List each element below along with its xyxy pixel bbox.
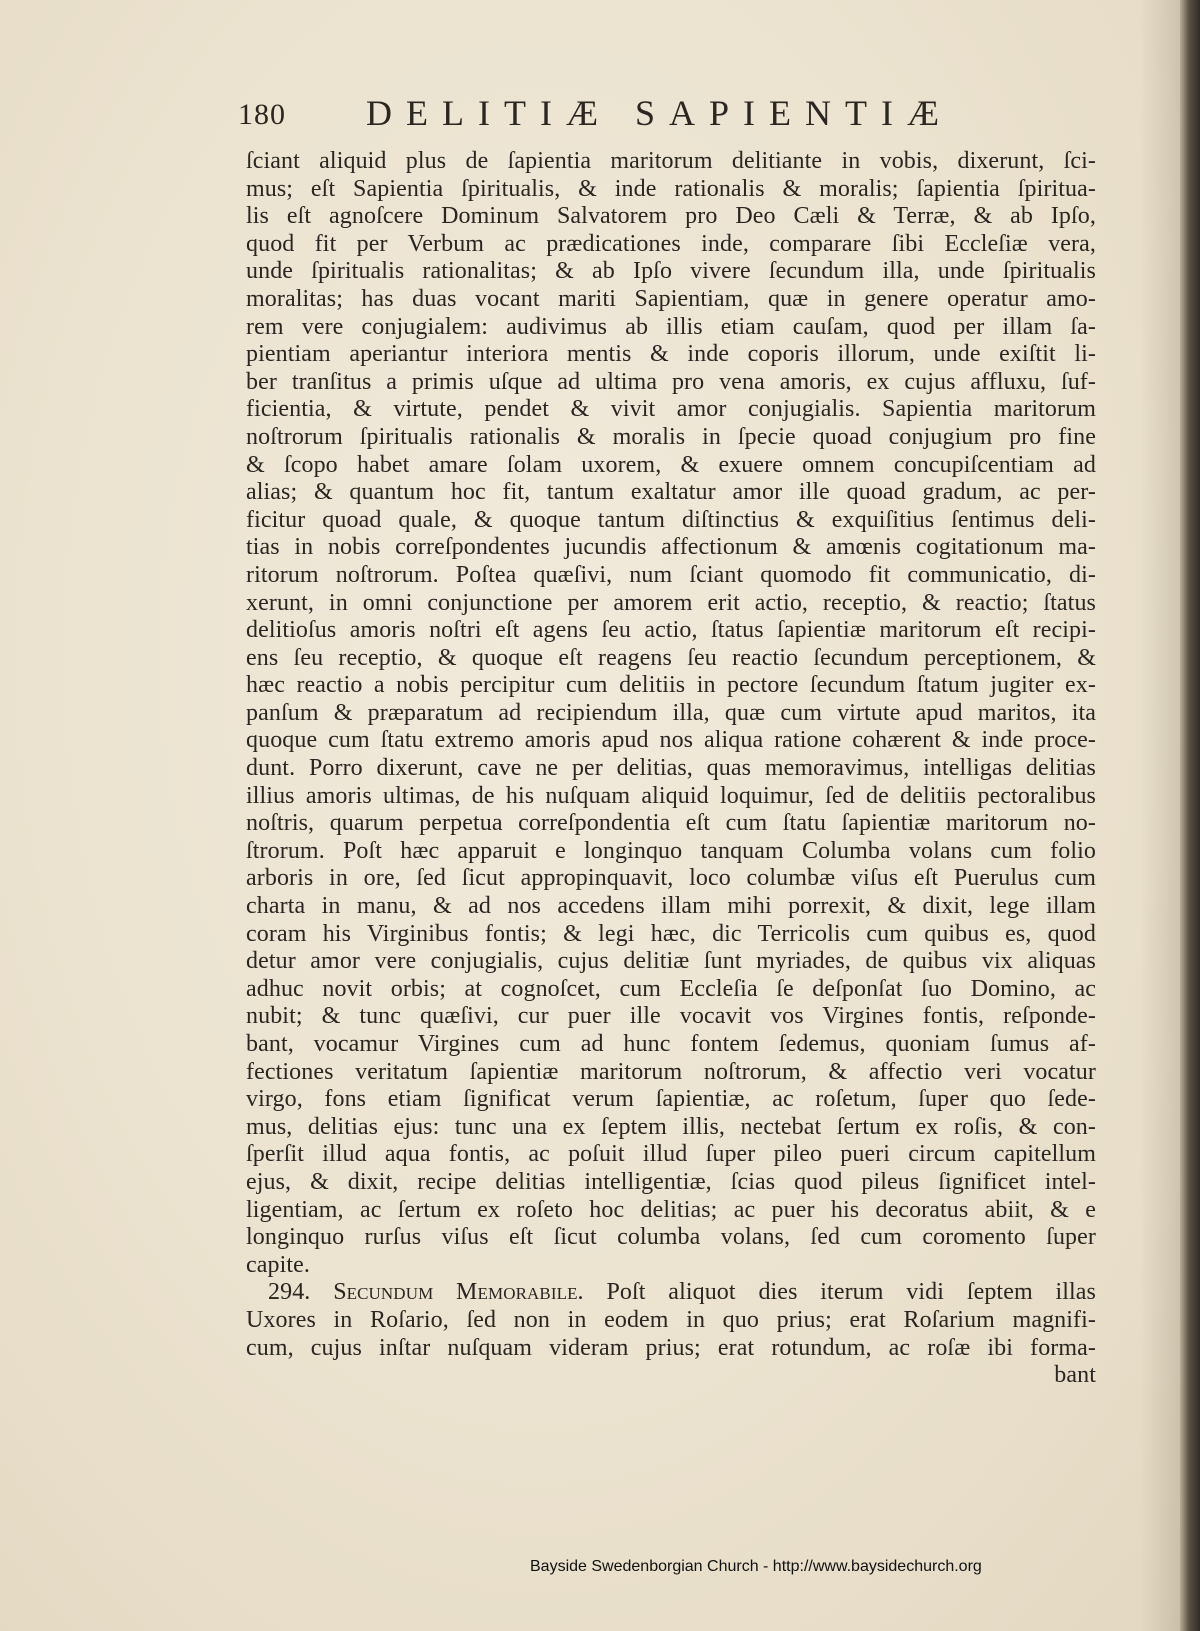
- text-line: ritorum noſtrorum. Poſtea quæſivi, num ſciant quomodo fit communicatio, di-: [246, 561, 1096, 588]
- text-line: lis eſt agnoſcere Dominum Salvatorem pro Deo Cæli & Terræ, & ab Ipſo,: [246, 203, 1096, 230]
- book-gutter: [1180, 0, 1200, 1631]
- text-line: ligentiam, ac ſertum ex roſeto hoc delitias; ac puer his decoratus abiit, & e: [246, 1196, 1096, 1223]
- running-title: DELITIÆ SAPIENTIÆ: [366, 93, 953, 133]
- text-line: illius amoris ultimas, de his nuſquam aliquid loquimur, ſed de delitiis pectoralibus: [246, 782, 1096, 809]
- text-line: adhuc novit orbis; at cognoſcet, cum Eccleſia ſe deſponſat ſuo Domino, ac: [246, 975, 1096, 1002]
- text-line: detur amor vere conjugialis, cujus delitiæ ſunt myriades, de quibus vix aliquas: [246, 948, 1096, 975]
- text-line: ens ſeu receptio, & quoque eſt reagens ſeu reactio ſecundum perceptionem, &: [246, 644, 1096, 671]
- text-line: ſciant aliquid plus de ſapientia maritorum delitiante in vobis, dixerunt, ſci-: [246, 148, 1096, 174]
- text-line: Uxores in Roſario, ſed non in eodem in quo prius; erat Roſarium magnifi-: [246, 1306, 1096, 1333]
- catchword: bant: [1054, 1362, 1096, 1389]
- section-first-line: [246, 1279, 1096, 1307]
- text-line: cum, cujus inſtar nuſquam videram prius; erat rotundum, ac roſæ ibi forma-: [246, 1334, 1096, 1361]
- page-edge-shadow: [1140, 0, 1180, 1631]
- text-line: ejus, & dixit, recipe delitias intelligentiæ, ſcias quod pileus ſignificet intel-: [246, 1168, 1096, 1195]
- text-line: mus; eſt Sapientia ſpiritualis, & inde rationalis & moralis; ſapientia ſpiritua-: [246, 175, 1096, 202]
- page-header: [238, 92, 1038, 136]
- text-line: xerunt, in omni conjunctione per amorem erit actio, receptio, & reactio; ſtatus: [246, 589, 1096, 616]
- text-line: fectiones veritatum ſapientiæ maritorum noſtrorum, & affectio veri vocatur: [246, 1058, 1096, 1085]
- text-line: noſtris, quarum perpetua correſpondentia eſt cum ſtatu ſapientiæ maritorum no-: [246, 810, 1096, 837]
- text-line: & ſcopo habet amare ſolam uxorem, & exuere omnem concupiſcentiam ad: [246, 451, 1096, 478]
- text-line: moralitas; has duas vocant mariti Sapientiam, quæ in genere operatur amo-: [246, 285, 1096, 312]
- text-line: tias in nobis correſpondentes jucundis affectionum & amœnis cogitationum ma-: [246, 534, 1096, 561]
- section-text: Poſt aliquot dies iterum vidi ſeptem illas: [606, 1279, 1096, 1306]
- text-line: bant, vocamur Virgines cum ad hunc fontem ſedemus, quoniam ſumus af-: [246, 1031, 1096, 1057]
- text-line: coram his Virginibus fontis; & legi hæc, dic Terricolis cum quibus es, quod: [246, 920, 1096, 947]
- text-line: ber tranſitus a primis uſque ad ultima pro vena amoris, ex cujus affluxu, ſuf-: [246, 368, 1096, 395]
- text-line: ficientia, & virtute, pendet & vivit amor conjugialis. Sapientia maritorum: [246, 396, 1096, 423]
- text-line: delitioſus amoris noſtri eſt agens ſeu actio, ſtatus ſapientiæ maritorum eſt recipi-: [246, 617, 1096, 644]
- text-line: hæc reactio a nobis percipitur cum delitiis in pectore ſecundum ſtatum jugiter ex-: [246, 672, 1096, 699]
- body-text: [246, 148, 1096, 1390]
- text-line: pientiam aperiantur interiora mentis & inde coporis illorum, unde exiſtit li-: [246, 341, 1096, 368]
- text-line: alias; & quantum hoc fit, tantum exaltatur amor ille quoad gradum, ac per-: [246, 479, 1096, 506]
- text-line: rem vere conjugialem: audivimus ab illis etiam cauſam, quod per illam ſa-: [246, 313, 1096, 340]
- text-line: ſperſit illud aqua fontis, ac poſuit illud ſuper pileo pueri circum capitellum: [246, 1141, 1096, 1168]
- section-heading: Secundum Memorabile.: [333, 1279, 584, 1306]
- text-line: capite.: [246, 1251, 310, 1278]
- text-line: mus, delitias ejus: tunc una ex ſeptem illis, nectebat ſertum ex roſis, & con-: [246, 1113, 1096, 1140]
- text-line: ficitur quoad quale, & quoque tantum diſtinctius & exquiſitius ſentimus deli-: [246, 506, 1096, 533]
- text-line: noſtrorum ſpiritualis rationalis & moralis in ſpecie quoad conjugium pro fine: [246, 423, 1096, 450]
- page-number: 180: [238, 98, 286, 131]
- text-line: quod fit per Verbum ac prædicationes inde, comparare ſibi Eccleſiæ vera,: [246, 230, 1096, 257]
- text-line: dunt. Porro dixerunt, cave ne per delitias, quas memoravimus, intelligas delitias: [246, 755, 1096, 782]
- text-line: virgo, fons etiam ſignificat verum ſapientiæ, ac roſetum, ſuper quo ſede-: [246, 1086, 1096, 1113]
- text-line: longinquo rurſus viſus eſt ſicut columba volans, ſed cum coromento ſuper: [246, 1224, 1096, 1251]
- footer-credit: Bayside Swedenborgian Church - http://www.baysidechurch.org: [530, 1558, 982, 1575]
- text-line: nubit; & tunc quæſivi, cur puer ille vocavit vos Virgines fontis, reſponde-: [246, 1003, 1096, 1030]
- text-line: arboris in ore, ſed ſicut appropinquavit, loco columbæ viſus eſt Puerulus cum: [246, 865, 1096, 892]
- section-number: 294.: [268, 1279, 311, 1306]
- text-line: unde ſpiritualis rationalitas; & ab Ipſo vivere ſecundum illa, unde ſpiritualis: [246, 258, 1096, 285]
- text-line: ſtrorum. Poſt hæc apparuit e longinquo tanquam Columba volans cum folio: [246, 837, 1096, 864]
- text-line: panſum & præparatum ad recipiendum illa, quæ cum virtute apud maritos, ita: [246, 699, 1096, 726]
- text-line: charta in manu, & ad nos accedens illam mihi porrexit, & dixit, lege illam: [246, 893, 1096, 920]
- text-line: quoque cum ſtatu extremo amoris apud nos aliqua ratione cohærent & inde proce-: [246, 727, 1096, 754]
